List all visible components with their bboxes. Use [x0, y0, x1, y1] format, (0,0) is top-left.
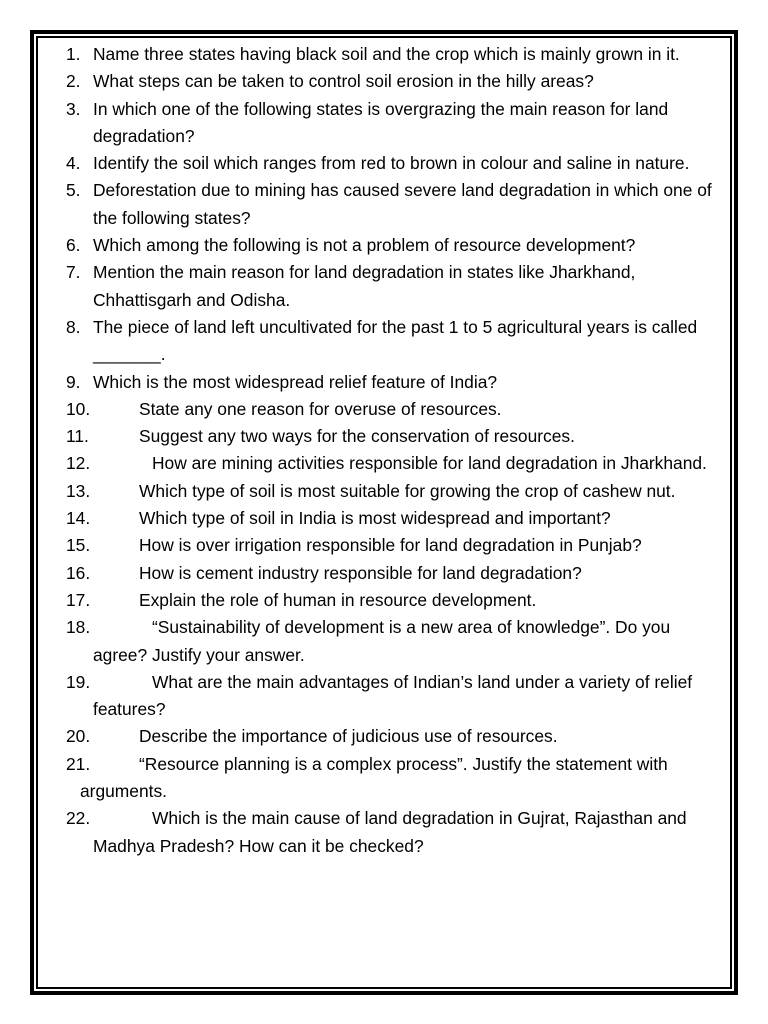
question-text: How is over irrigation responsible for land degradation in Punjab? [139, 535, 642, 556]
question-text: Identify the soil which ranges from red to brown in colour and saline in nature. [93, 153, 690, 174]
question-item [66, 232, 722, 259]
question-number: 8. [66, 316, 81, 337]
question-text: Deforestation due to mining has caused severe land degradation in which one of the following states? [93, 180, 712, 228]
question-item [66, 314, 722, 369]
question-item [66, 505, 722, 532]
question-number: 18. [66, 617, 91, 638]
question-text: What are the main advantages of Indian’s land under a variety of relief features? [93, 671, 693, 720]
question-text: Suggest any two ways for the conservation of resources. [139, 426, 575, 447]
question-number: 16. [66, 562, 91, 583]
question-item [66, 560, 722, 587]
question-item [66, 259, 722, 314]
question-text: Describe the importance of judicious use of resources. [139, 726, 558, 747]
question-text: “Sustainability of development is a new area of knowledge”. Do you agree? Justify your answer. [93, 617, 671, 665]
question-number: 17. [66, 589, 91, 610]
question-number: 3. [66, 98, 81, 119]
question-item [66, 669, 722, 724]
question-text: Which is the most widespread relief feature of India? [93, 371, 498, 392]
question-number: 19. [66, 671, 91, 692]
question-text: Explain the role of human in resource development. [139, 589, 537, 610]
question-number: 13. [66, 480, 91, 501]
question-number: 21. [66, 753, 91, 774]
question-item [66, 751, 722, 806]
question-item [66, 805, 722, 860]
question-number: 1. [66, 44, 81, 64]
question-text: Which is the main cause of land degradation in Gujrat, Rajasthan and Madhya Pradesh? How can it be checked? [93, 808, 687, 856]
question-number: 20. [66, 726, 91, 747]
question-text: How are mining activities responsible for land degradation in Jharkhand. [152, 453, 707, 474]
question-text: Which among the following is not a problem of resource development? [93, 235, 636, 256]
question-text: The piece of land left uncultivated for the past 1 to 5 agricultural years is called _______. [93, 316, 698, 365]
question-item [66, 177, 722, 232]
question-item [66, 423, 722, 450]
question-text: Mention the main reason for land degradation in states like Jharkhand, Chhattisgarh and Odisha. [93, 262, 636, 310]
question-number: 22. [66, 808, 91, 829]
question-number: 6. [66, 235, 81, 256]
question-text: Which type of soil is most suitable for growing the crop of cashew nut. [139, 480, 676, 501]
question-item [66, 96, 722, 151]
question-item [66, 587, 722, 614]
question-number: 10. [66, 398, 91, 419]
question-text: Which type of soil in India is most widespread and important? [139, 508, 611, 529]
question-number: 15. [66, 535, 91, 556]
question-item [66, 723, 722, 750]
question-item [66, 450, 722, 477]
question-text: In which one of the following states is overgrazing the main reason for land degradation? [93, 98, 669, 146]
question-number: 12. [66, 453, 91, 474]
question-text: “Resource planning is a complex process”. Justify the statement with arguments. [80, 753, 668, 802]
question-text: Name three states having black soil and the crop which is mainly grown in it. [93, 44, 680, 64]
question-item [66, 396, 722, 423]
question-number: 2. [66, 71, 81, 92]
question-item [66, 532, 722, 559]
question-number: 14. [66, 508, 91, 529]
question-item [66, 68, 722, 95]
question-text: State any one reason for overuse of resources. [139, 398, 502, 419]
question-number: 4. [66, 153, 81, 174]
question-text: How is cement industry responsible for land degradation? [139, 562, 582, 583]
question-item [66, 478, 722, 505]
question-item [66, 150, 722, 177]
question-number: 11. [66, 426, 89, 447]
question-item [66, 41, 722, 68]
question-list [66, 41, 722, 860]
question-number: 7. [66, 262, 81, 283]
question-number: 9. [66, 371, 81, 392]
question-text: What steps can be taken to control soil erosion in the hilly areas? [93, 71, 594, 92]
question-item [66, 369, 722, 396]
question-number: 5. [66, 180, 81, 201]
question-item [66, 614, 722, 669]
